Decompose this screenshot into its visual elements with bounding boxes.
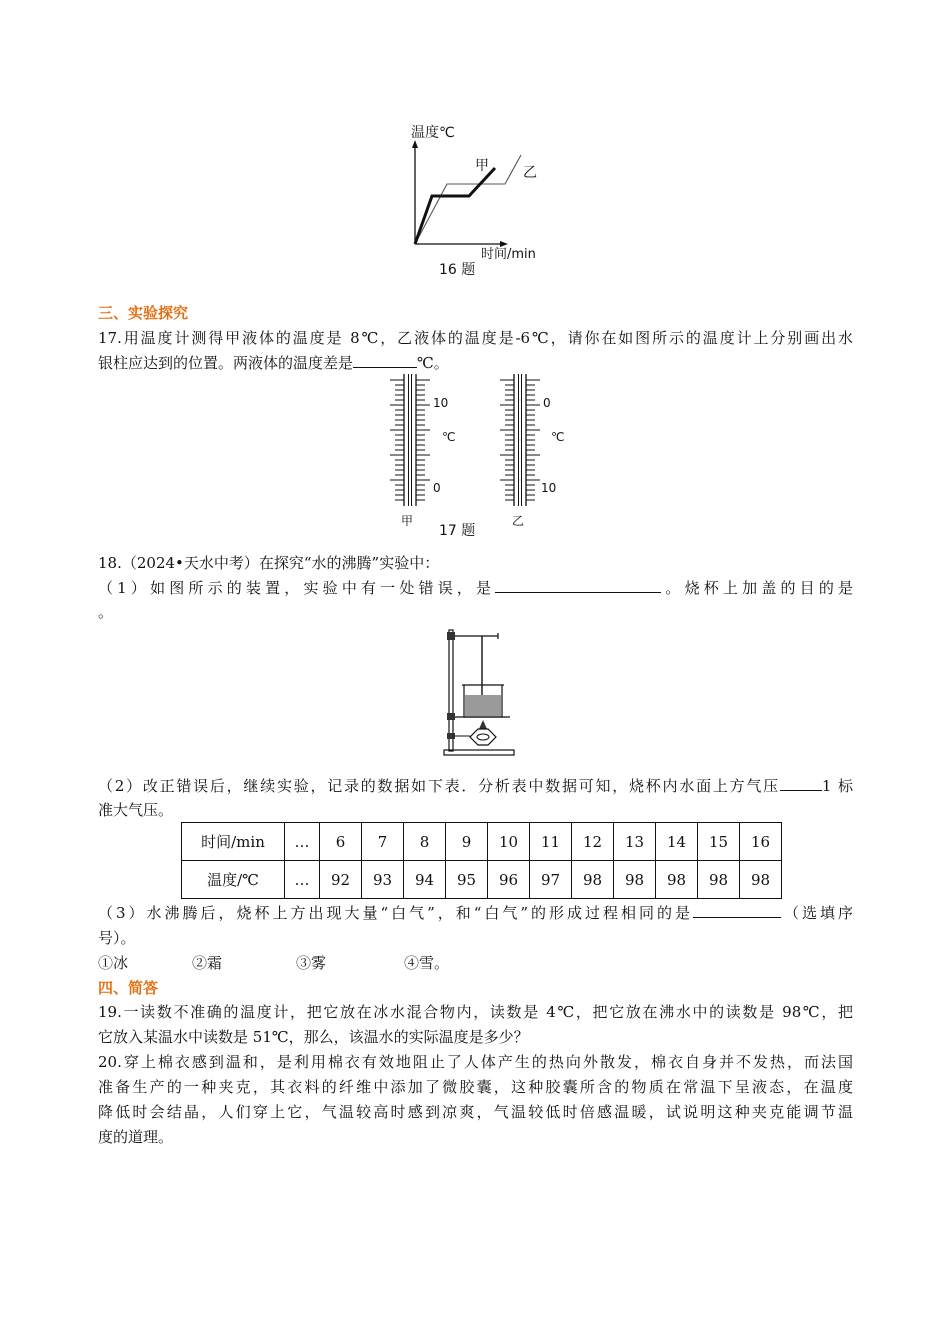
question-text: 1 标 xyxy=(821,777,853,795)
table-cell: … xyxy=(285,823,320,861)
question-18-part-1-line-2: 。 xyxy=(98,603,114,621)
curve-label-yi: 乙 xyxy=(523,165,537,181)
thermometer-yi-unit: ℃ xyxy=(551,430,565,444)
table-cell: 98 xyxy=(698,861,740,899)
table-cell: 94 xyxy=(404,861,446,899)
table-cell: 13 xyxy=(614,823,656,861)
table-cell: 10 xyxy=(488,823,530,861)
question-20-line-3: 降低时会结晶，人们穿上它，气温较高时感到凉爽，气温较低时倍感温暖，试说明这种夹克能调节温 xyxy=(98,1103,853,1121)
table-cell: 98 xyxy=(656,861,698,899)
table-header-cell: 时间/min xyxy=(182,823,285,861)
curve-label-jia: 甲 xyxy=(475,158,489,174)
data-table xyxy=(181,822,782,899)
question-text: （选填序 xyxy=(781,904,853,922)
section-heading: 四、简答 xyxy=(98,979,159,997)
option-4: ④雪。 xyxy=(404,954,450,972)
question-18-part-1 xyxy=(98,576,853,600)
table-row xyxy=(182,861,782,899)
table-cell: 14 xyxy=(656,823,698,861)
question-text: （3）水沸腾后，烧杯上方出现大量“白气”，和“白气”的形成过程相同的是 xyxy=(98,904,693,922)
thermometer-jia-tick-top: 10 xyxy=(433,396,449,410)
table-cell: 98 xyxy=(572,861,614,899)
thermometer-yi-name: 乙 xyxy=(512,514,525,528)
question-18-part-2-line-2: 准大气压。 xyxy=(98,801,174,819)
table-cell: 7 xyxy=(362,823,404,861)
question-18-part-3-line-1 xyxy=(98,901,853,925)
figure-16 xyxy=(405,118,545,280)
answer-blank[interactable] xyxy=(780,775,822,791)
table-header-cell: 温度/℃ xyxy=(182,861,285,899)
option-3: ③雾 xyxy=(296,954,327,972)
boiling-apparatus-figure xyxy=(440,625,520,760)
table-cell: 6 xyxy=(320,823,362,861)
question-text: 。烧杯上加盖的目的是 xyxy=(661,579,853,597)
table-cell: 8 xyxy=(404,823,446,861)
thermometer-yi-tick-bottom: 10 xyxy=(541,481,557,495)
option-1: ①冰 xyxy=(98,954,129,972)
question-17-line-1: 17.用温度计测得甲液体的温度是 8℃，乙液体的温度是-6℃，请你在如图所示的温度计上分别画出水 xyxy=(98,329,853,347)
table-cell: 9 xyxy=(446,823,488,861)
table-cell: 15 xyxy=(698,823,740,861)
table-cell: 97 xyxy=(530,861,572,899)
option-2: ②霜 xyxy=(192,954,223,972)
answer-blank[interactable] xyxy=(495,577,661,593)
thermometer-jia-name: 甲 xyxy=(401,514,414,528)
question-19-line-2: 它放入某温水中读数是 51℃，那么，该温水的实际温度是多少？ xyxy=(98,1028,529,1046)
apparatus-drawing xyxy=(440,625,520,760)
answer-blank[interactable] xyxy=(693,902,781,918)
thermometer-jia-tick-bottom: 0 xyxy=(433,481,441,495)
answer-blank[interactable] xyxy=(353,352,417,368)
table-cell: 92 xyxy=(320,861,362,899)
question-18-part-2-line-1 xyxy=(98,774,853,798)
question-18-intro: 18.（2024•天水中考）在探究“水的沸腾”实验中： xyxy=(98,554,440,572)
table-cell: 93 xyxy=(362,861,404,899)
table-row xyxy=(182,823,782,861)
table-cell: 98 xyxy=(614,861,656,899)
table-cell: 16 xyxy=(740,823,782,861)
table-cell: 96 xyxy=(488,861,530,899)
table-cell: 12 xyxy=(572,823,614,861)
curve-jia xyxy=(415,168,495,244)
figure-17 xyxy=(375,372,575,542)
thermometer-yi-tick-top: 0 xyxy=(543,396,551,410)
question-text: 银柱应达到的位置。两液体的温度差是 xyxy=(98,354,354,372)
question-19-line-1: 19.一读数不准确的温度计，把它放在冰水混合物内，读数是 4℃，把它放在沸水中的读数是 98℃，把 xyxy=(98,1003,853,1021)
figure-caption: 17 题 xyxy=(439,523,476,539)
table-cell: 95 xyxy=(446,861,488,899)
axis-x-label: 时间/min xyxy=(481,247,536,262)
table-cell: 11 xyxy=(530,823,572,861)
section-heading: 三、实验探究 xyxy=(98,304,189,322)
question-20-line-1: 20.穿上棉衣感到温和，是利用棉衣有效地阻止了人体产生的热向外散发，棉衣自身并不发热，而法国 xyxy=(98,1053,853,1071)
thermometer-jia-unit: ℃ xyxy=(442,430,456,444)
question-20-line-4: 度的道理。 xyxy=(98,1128,174,1146)
axis-y-label: 温度℃ xyxy=(411,125,455,141)
question-text: （2）改正错误后，继续实验，记录的数据如下表．分析表中数据可知，烧杯内水面上方气压 xyxy=(98,777,780,795)
question-18-part-3-line-2: 号）。 xyxy=(98,929,136,947)
question-text: ℃。 xyxy=(417,354,449,372)
question-20-line-2: 准备生产的一种夹克，其衣料的纤维中添加了微胶囊，这种胶囊所含的物质在常温下呈液态，在温度 xyxy=(98,1078,853,1096)
table-cell: 98 xyxy=(740,861,782,899)
figure-caption: 16 题 xyxy=(439,262,476,278)
question-text: （1）如图所示的装置，实验中有一处错误，是 xyxy=(98,579,496,597)
table-cell: … xyxy=(285,861,320,899)
